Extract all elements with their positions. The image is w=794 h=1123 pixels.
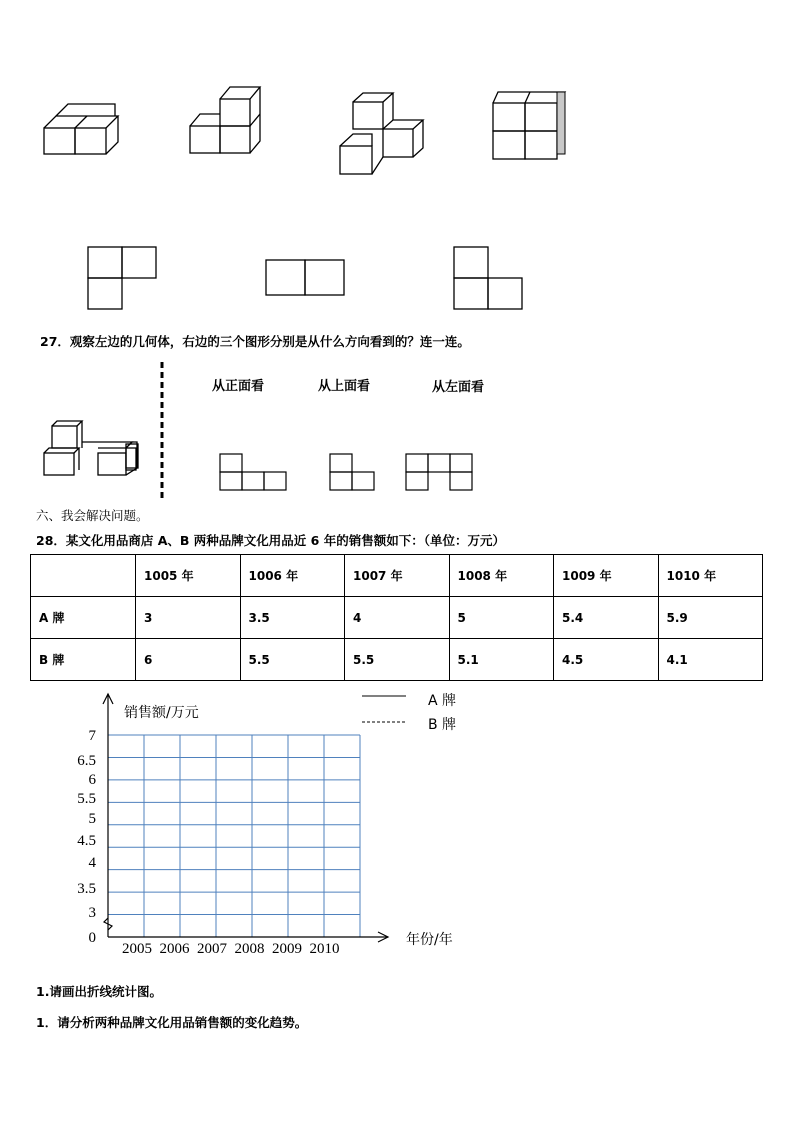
chart-x-axis-label: 年份/年: [406, 932, 453, 948]
task-1: 1.请画出折线统计图。: [36, 984, 162, 999]
table-cell: 5: [449, 597, 554, 639]
table-cell: 3: [136, 597, 241, 639]
view-label-front: 从正面看: [212, 379, 265, 394]
x-tick-label: 2010: [309, 941, 340, 957]
table-cell: 1008 年: [449, 555, 554, 597]
table-cell: 5.9: [658, 597, 763, 639]
y-tick-label: 4: [88, 855, 96, 871]
legend-label-a: A 牌: [428, 693, 457, 709]
table-cell: 1010 年: [658, 555, 763, 597]
table-cell: 1007 年: [345, 555, 450, 597]
table-cell: B 牌: [31, 639, 136, 681]
table-cell: 6: [136, 639, 241, 681]
task-2: 1．请分析两种品牌文化用品销售额的变化趋势。: [36, 1015, 308, 1030]
table-cell: 3.5: [240, 597, 345, 639]
y-tick-label: 3: [88, 905, 96, 921]
table-cell: 1006 年: [240, 555, 345, 597]
table-cell: 5.5: [240, 639, 345, 681]
y-tick-label: 5.5: [77, 791, 96, 807]
table-cell: 5.1: [449, 639, 554, 681]
table-cell: 1005 年: [136, 555, 241, 597]
question-28-prompt: 28．某文化用品商店 A、B 两种品牌文化用品近 6 年的销售额如下：（单位：万元）: [36, 533, 505, 548]
x-tick-label: 2007: [197, 941, 227, 957]
x-tick-label: 2005: [122, 941, 152, 957]
y-tick-label: 6.5: [77, 753, 96, 769]
y-tick-label: 3.5: [77, 881, 96, 897]
y-tick-label: 6: [88, 772, 96, 788]
table-cell: 4.5: [554, 639, 659, 681]
question-27-prompt: 27．观察左边的几何体，右边的三个图形分别是从什么方向看到的？连一连。: [40, 334, 470, 349]
table-cell: 5.5: [345, 639, 450, 681]
chart-y-axis-label: 销售额/万元: [124, 705, 199, 721]
y-tick-label: 4.5: [77, 833, 96, 849]
y-tick-label: 7: [88, 728, 96, 744]
view-label-left: 从左面看: [432, 380, 485, 395]
table-cell: A 牌: [31, 597, 136, 639]
x-tick-label: 2006: [159, 941, 190, 957]
x-tick-label: 2008: [234, 941, 265, 957]
table-cell: 1009 年: [554, 555, 659, 597]
x-tick-label: 2009: [272, 941, 302, 957]
section-6-heading: 六、我会解决问题。: [36, 508, 149, 523]
table-cell: 4.1: [658, 639, 763, 681]
y-tick-label: 5: [88, 811, 96, 827]
y-tick-label: 0: [88, 930, 96, 946]
view-label-top: 从上面看: [318, 379, 371, 394]
table-cell: 4: [345, 597, 450, 639]
table-cell: 5.4: [554, 597, 659, 639]
legend-label-b: B 牌: [428, 717, 457, 733]
